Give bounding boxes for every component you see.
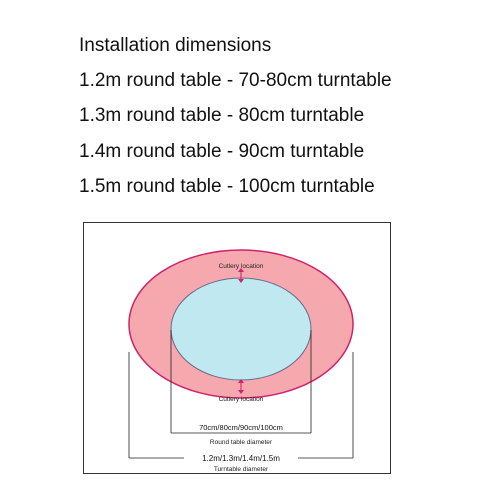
page-heading: Installation dimensions (79, 35, 272, 56)
cutlery-top-label: Cutlery location (218, 263, 264, 270)
spec-line-1-2m: 1.2m round table - 70-80cm turntable (79, 70, 392, 91)
round-table-diameter-label: Round table diameter (209, 439, 273, 446)
turntable-diameter-label: Turntable diameter (213, 466, 269, 473)
turntable-sizes-label: 70cm/80cm/90cm/100cm (199, 423, 283, 432)
spec-line-1-5m: 1.5m round table - 100cm turntable (79, 176, 375, 197)
cutlery-bottom-label: Cutlery location (218, 396, 264, 403)
table-sizes-label: 1.2m/1.3m/1.4m/1.5m (202, 454, 280, 463)
spec-line-1-3m: 1.3m round table - 80cm turntable (79, 105, 365, 126)
turntable-ellipse (171, 278, 311, 380)
spec-line-1-4m: 1.4m round table - 90cm turntable (79, 141, 365, 162)
